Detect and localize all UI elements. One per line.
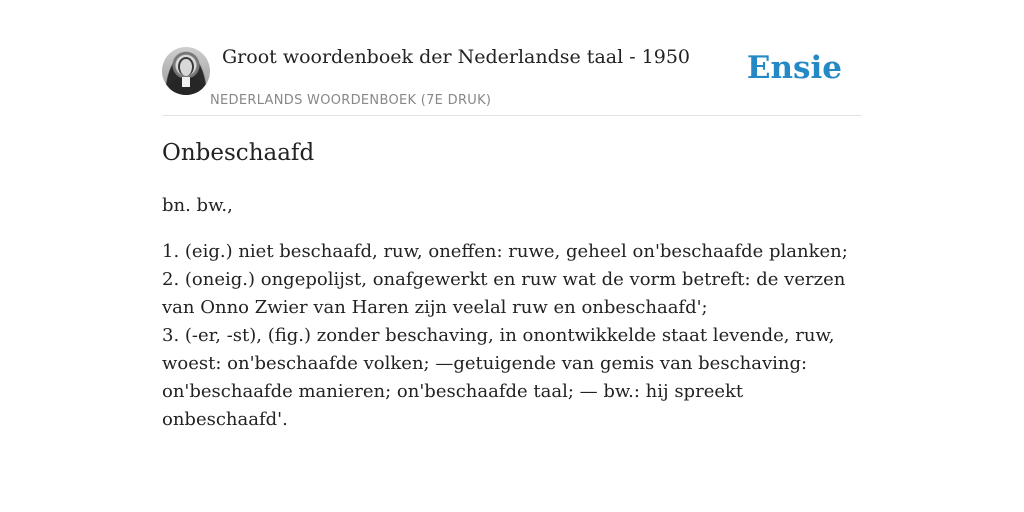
part-of-speech: bn. bw.,: [162, 195, 233, 216]
sense-item: 3. (-er, -st), (fig.) zonder beschaving, in onontwikkelde staat levende, ruw, woest: on'beschaafde volken; —getuigende van gemis van beschaving: on'beschaafde manieren; on'beschaafde taal; — bw.: hij spreekt onbeschaafd'.: [162, 325, 835, 430]
ensie-logo-link[interactable]: Ensie: [746, 50, 842, 86]
dictionary-title[interactable]: Groot woordenboek der Nederlandse taal - 1950: [222, 46, 691, 68]
dictionary-header: [162, 0, 862, 116]
author-avatar[interactable]: [162, 47, 210, 95]
entry-definition: [162, 192, 862, 434]
entry-headword: Onbeschaafd: [162, 140, 315, 166]
page-container: [162, 0, 862, 430]
portrait-collar-shape: [182, 77, 190, 87]
dictionary-subtitle[interactable]: NEDERLANDS WOORDENBOEK (7E DRUK): [210, 93, 492, 108]
portrait-face-shape: [178, 57, 194, 76]
senses-list: [162, 238, 862, 434]
sense-item: 2. (oneig.) ongepolijst, onafgewerkt en ruw wat de vorm betreft: de verzen van Onno Zwier van Haren zijn veelal ruw en onbeschaafd';: [162, 269, 846, 318]
sense-item: 1. (eig.) niet beschaafd, ruw, oneffen: ruwe, geheel on'beschaafde planken;: [162, 241, 848, 262]
